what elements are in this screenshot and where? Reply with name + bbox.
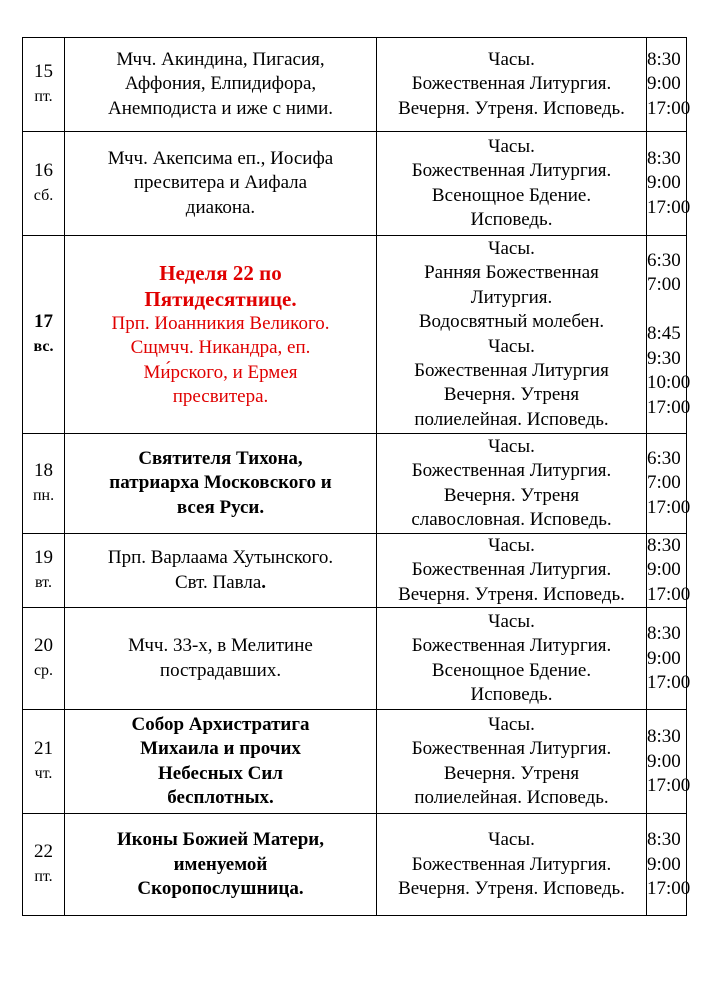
service-line: Божественная Литургия. <box>411 559 612 581</box>
service-time: 9:00 <box>647 750 681 772</box>
services-cell <box>377 434 647 534</box>
commemoration-cell <box>65 814 377 916</box>
day-number: 18 <box>34 460 53 482</box>
service-line: Вечерня. Утреня. Исповедь. <box>398 583 625 605</box>
times-cell <box>647 236 691 434</box>
commemoration-suffix: . <box>261 571 267 593</box>
commemoration-line: Мчч. Акепсима еп., Иосифа <box>107 147 334 169</box>
services-cell <box>377 608 647 710</box>
service-time: 17:00 <box>647 196 691 218</box>
service-time: 8:45 <box>647 323 681 345</box>
weekday: пт. <box>34 867 53 885</box>
table-row <box>23 38 687 132</box>
service-line: Вечерня. Утреня <box>443 484 580 506</box>
commemoration-cell <box>65 710 377 814</box>
day-number: 20 <box>34 635 53 657</box>
date-cell <box>23 608 65 710</box>
service-time: 9:30 <box>647 347 681 369</box>
service-line: Божественная Литургия. <box>411 160 612 182</box>
commemoration-line: бесплотных. <box>167 787 274 809</box>
day-number: 16 <box>34 160 53 182</box>
date-cell <box>23 236 65 434</box>
service-line: Часы. <box>488 610 535 632</box>
service-time: 7:00 <box>647 472 681 494</box>
times-cell <box>647 814 691 916</box>
weekday: пт. <box>34 87 53 105</box>
day-number: 21 <box>34 738 53 760</box>
service-line: Часы. <box>488 335 535 357</box>
service-line: Ранняя Божественная <box>424 262 599 284</box>
day-number: 22 <box>34 841 53 863</box>
weekday: чт. <box>34 764 53 782</box>
service-time: 8:30 <box>647 535 681 556</box>
service-line: Исповедь. <box>470 208 553 230</box>
service-line: Божественная Литургия. <box>411 853 612 875</box>
service-time: 9:00 <box>647 559 681 581</box>
commemoration-line: Михаила и прочих <box>140 738 301 760</box>
services-cell <box>377 132 647 236</box>
commemoration-line <box>65 571 376 595</box>
services-cell <box>377 710 647 814</box>
service-line: Всенощное Бдение. <box>431 184 592 206</box>
weekday: сб. <box>33 186 54 204</box>
table-row <box>23 814 687 916</box>
service-line: Всенощное Бдение. <box>431 659 592 681</box>
services-cell <box>377 38 647 132</box>
service-line: Божественная Литургия. <box>411 635 612 657</box>
commemoration-cell <box>65 38 377 132</box>
commemoration-cell <box>65 132 377 236</box>
service-line: Часы. <box>488 829 535 851</box>
service-line: Часы. <box>488 435 535 457</box>
commemoration-line: Иконы Божией Матери, <box>117 829 324 851</box>
service-time: 17:00 <box>647 583 691 605</box>
commemoration-line: пресвитера и Аифала <box>133 172 308 194</box>
service-line: Часы. <box>488 535 535 556</box>
service-line: Божественная Литургия. <box>411 738 612 760</box>
commemoration-line: Собор Архистратига <box>131 713 310 735</box>
time-gap <box>647 298 686 322</box>
services-cell <box>377 814 647 916</box>
service-line: Божественная Литургия. <box>411 73 612 95</box>
service-time: 9:00 <box>647 853 681 875</box>
commemoration-line: Прп. Варлаама Хутынского. <box>107 547 334 569</box>
service-time: 17:00 <box>647 97 691 119</box>
service-time: 8:30 <box>647 48 681 70</box>
commemoration-line: Святителя Тихона, <box>138 447 303 469</box>
service-time: 8:30 <box>647 623 681 645</box>
service-time: 9:00 <box>647 647 681 669</box>
commemoration-cell <box>65 434 377 534</box>
weekday: вс. <box>33 337 54 355</box>
commemoration-line: патриарха Московского и <box>109 472 332 494</box>
service-time: 17:00 <box>647 877 691 899</box>
date-cell <box>23 38 65 132</box>
service-time: 7:00 <box>647 274 681 296</box>
table-row <box>23 608 687 710</box>
service-line: Исповедь. <box>470 684 553 706</box>
times-cell <box>647 710 691 814</box>
service-line: Часы. <box>488 48 535 70</box>
service-time: 6:30 <box>647 447 681 469</box>
commemoration-line: Скоропослушница. <box>137 877 304 899</box>
service-time: 8:30 <box>647 147 681 169</box>
commemoration-line: Анемподиста и иже с ними. <box>107 97 334 119</box>
service-line: Вечерня. Утреня. Исповедь. <box>398 97 625 119</box>
commemoration-line: Мчч. Акиндина, Пигасия, <box>116 48 325 70</box>
service-line: Часы. <box>488 237 535 259</box>
weekday: ср. <box>33 661 54 679</box>
service-time: 17:00 <box>647 671 691 693</box>
service-time: 9:00 <box>647 172 681 194</box>
commemoration-line: Прп. Иоанникия Великого. <box>111 312 330 334</box>
service-line: Божественная Литургия. <box>411 460 612 482</box>
service-line: Вечерня. Утреня. Исповедь. <box>398 877 625 899</box>
service-time: 9:00 <box>647 73 681 95</box>
service-line: Божественная Литургия <box>414 359 609 381</box>
service-time: 17:00 <box>647 396 691 418</box>
services-cell <box>377 534 647 608</box>
commemoration-line: именуемой <box>173 853 268 875</box>
times-cell <box>647 608 691 710</box>
service-line: Литургия. <box>470 286 553 308</box>
commemoration-line: Небесных Сил <box>158 762 283 784</box>
commemoration-cell <box>65 608 377 710</box>
date-cell <box>23 814 65 916</box>
service-time: 17:00 <box>647 496 691 518</box>
service-line: Вечерня. Утреня <box>443 384 580 406</box>
service-line: славословная. Исповедь. <box>411 508 612 530</box>
commemoration-line: диакона. <box>185 196 256 218</box>
commemoration-line: Мчч. 33-х, в Мелитине <box>128 635 313 657</box>
commemoration-cell <box>65 534 377 608</box>
date-cell <box>23 132 65 236</box>
date-cell <box>23 534 65 608</box>
commemoration-text: Свт. Павла <box>174 571 262 593</box>
weekday: пн. <box>32 486 55 504</box>
times-cell <box>647 132 691 236</box>
times-cell <box>647 38 691 132</box>
service-line: полиелейная. Исповедь. <box>414 408 609 430</box>
commemoration-line: Аффония, Елпидифора, <box>124 73 317 95</box>
service-line: Часы. <box>488 713 535 735</box>
service-line: полиелейная. Исповедь. <box>414 787 609 809</box>
table-row <box>23 132 687 236</box>
commemoration-line: пострадавших. <box>159 659 282 681</box>
table-row <box>23 434 687 534</box>
commemoration-line: пресвитера. <box>172 385 269 407</box>
times-cell <box>647 534 691 608</box>
commemoration-cell <box>65 236 377 434</box>
commemoration-line: всея Руси. <box>176 496 265 518</box>
service-time: 8:30 <box>647 726 681 748</box>
date-cell <box>23 434 65 534</box>
service-time: 8:30 <box>647 829 681 851</box>
times-cell <box>647 434 691 534</box>
service-time: 17:00 <box>647 774 691 796</box>
table-row <box>23 534 687 608</box>
feast-title-line: Пятидесятнице. <box>144 286 297 311</box>
day-number: 15 <box>34 61 53 83</box>
service-time: 6:30 <box>647 250 681 272</box>
date-cell <box>23 710 65 814</box>
weekday: вт. <box>35 573 52 591</box>
service-line: Вечерня. Утреня <box>443 762 580 784</box>
day-number: 19 <box>34 547 53 569</box>
service-line: Часы. <box>488 135 535 157</box>
commemoration-line: Сщмчч. Никандра, еп. <box>130 337 311 359</box>
day-number: 17 <box>34 311 53 333</box>
feast-title-line: Неделя 22 по <box>159 260 282 285</box>
service-line: Водосвятный молебен. <box>418 311 605 333</box>
commemoration-line: Ми́рского, и Ермея <box>143 361 298 383</box>
table-row <box>23 710 687 814</box>
schedule-table <box>22 37 691 916</box>
table-row <box>23 236 687 434</box>
services-cell <box>377 236 647 434</box>
service-time: 10:00 <box>647 372 691 394</box>
